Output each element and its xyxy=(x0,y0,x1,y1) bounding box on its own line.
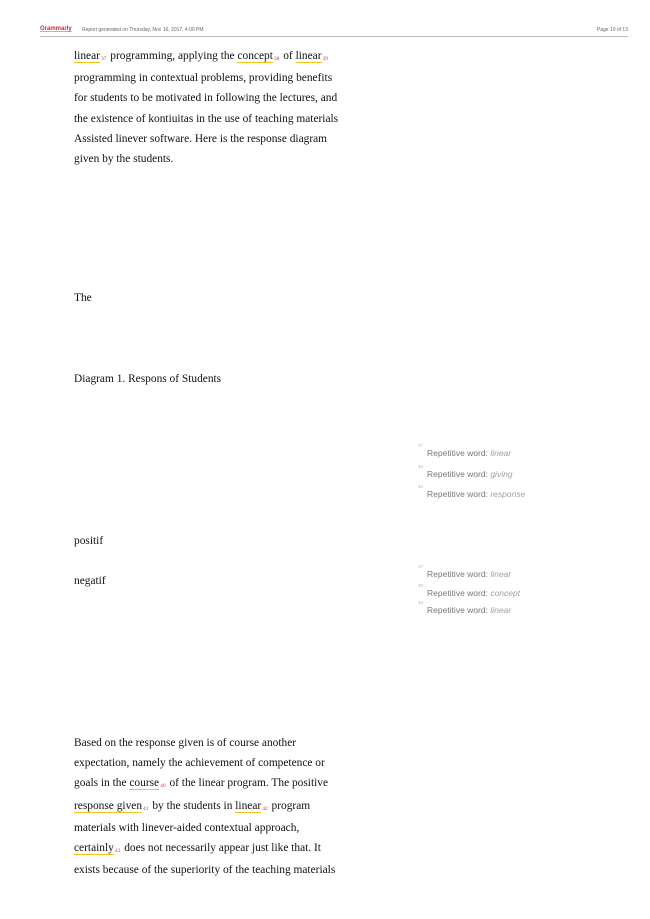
note-label: Repetitive word: xyxy=(427,605,488,615)
highlighted-word[interactable]: linear xyxy=(235,799,262,812)
paragraph-line: for students to be motivated in following the lectures, and xyxy=(74,92,338,105)
margin-notes-group-1 xyxy=(418,443,598,505)
paragraph-line xyxy=(74,46,374,68)
note-text xyxy=(427,489,525,499)
paragraph-line xyxy=(74,838,374,860)
line-text: of xyxy=(280,50,296,62)
the-text: The xyxy=(74,292,92,304)
paragraph-line: programming in contextual problems, providing benefits xyxy=(74,72,333,85)
paragraph-line: expectation, namely the achievement of competence or xyxy=(74,757,325,770)
highlighted-word[interactable]: response given xyxy=(74,799,143,812)
paragraph-line: Assisted linever software. Here is the response diagram xyxy=(74,132,328,145)
line-text: programming, applying the xyxy=(107,50,238,62)
note-word: concept xyxy=(490,588,521,598)
paragraph-line: Based on the response given is of course another xyxy=(74,737,297,749)
paragraph-line xyxy=(74,773,374,795)
note-word: linear xyxy=(490,605,512,615)
note-text xyxy=(427,588,520,598)
note-word: linear xyxy=(490,448,512,458)
issue-ref-number[interactable]: 41 xyxy=(143,805,149,812)
line-text: by the students in xyxy=(149,799,236,812)
margin-note[interactable] xyxy=(418,443,598,464)
paragraph-1 xyxy=(74,46,374,169)
line-text: of the linear program. The positive xyxy=(166,777,329,790)
note-text xyxy=(427,448,511,458)
paragraph-line: exists because of the superiority of the teaching materials xyxy=(74,864,336,877)
note-number: 39 xyxy=(418,600,424,605)
issue-ref-number[interactable]: 43 xyxy=(114,848,121,855)
report-header xyxy=(40,26,628,37)
margin-note[interactable] xyxy=(418,484,598,505)
paragraph-line: given by the students. xyxy=(74,153,174,166)
issue-ref-number[interactable]: 37 xyxy=(100,56,107,62)
legend-negatif: negatif xyxy=(74,575,106,587)
line-text: goals in the xyxy=(74,777,130,790)
highlighted-word[interactable]: linear xyxy=(295,50,322,62)
note-label: Repetitive word: xyxy=(427,489,488,499)
note-number: 37 xyxy=(418,443,424,448)
paragraph-line: materials with linever-aided contextual approach, xyxy=(74,821,300,834)
note-word: giving xyxy=(490,468,513,479)
note-word: response xyxy=(490,489,526,499)
issue-ref-number[interactable]: 40 xyxy=(160,783,166,790)
note-number: 36 xyxy=(418,484,424,489)
note-label: Repetitive word: xyxy=(427,448,488,458)
note-label: Repetitive word: xyxy=(427,588,488,598)
note-text xyxy=(427,605,511,615)
diagram-caption: Diagram 1. Respons of Students xyxy=(74,373,222,385)
paragraph-line: the existence of kontiuitas in the use of teaching materials xyxy=(74,112,339,125)
paragraph-2 xyxy=(74,733,374,880)
line-text: does not necessarily appear just like that. It xyxy=(121,842,321,855)
margin-note[interactable] xyxy=(418,583,598,600)
note-label: Repetitive word: xyxy=(427,569,488,579)
note-text xyxy=(427,569,511,579)
note-text xyxy=(427,469,513,479)
page-number: Page 10 of 13 xyxy=(596,26,628,33)
issue-ref-number[interactable]: 38 xyxy=(273,56,280,62)
margin-note[interactable] xyxy=(418,564,598,583)
highlighted-word[interactable]: concept xyxy=(237,50,273,62)
issue-ref-number[interactable]: 42 xyxy=(262,805,268,812)
paragraph-line xyxy=(74,796,374,818)
line-text: program xyxy=(268,799,311,812)
margin-note[interactable] xyxy=(418,464,598,485)
note-label: Repetitive word: xyxy=(427,468,488,479)
highlighted-word[interactable]: certainly xyxy=(74,842,114,855)
note-number: 35 xyxy=(418,463,424,469)
brand-logo[interactable]: Grammarly xyxy=(40,26,72,32)
report-generated-text: Report generated on Thursday, Nov 16, 2017, 4:00 PM xyxy=(82,26,204,33)
note-number: 37 xyxy=(418,564,424,569)
margin-note[interactable] xyxy=(418,600,598,621)
note-number: 38 xyxy=(418,583,424,588)
margin-notes-group-2 xyxy=(418,564,598,621)
legend-positif: positif xyxy=(74,535,104,547)
highlighted-word[interactable]: linear xyxy=(74,50,100,62)
highlighted-word[interactable]: course xyxy=(129,777,160,790)
note-word: linear xyxy=(490,569,512,579)
issue-ref-number[interactable]: 39 xyxy=(322,56,329,62)
